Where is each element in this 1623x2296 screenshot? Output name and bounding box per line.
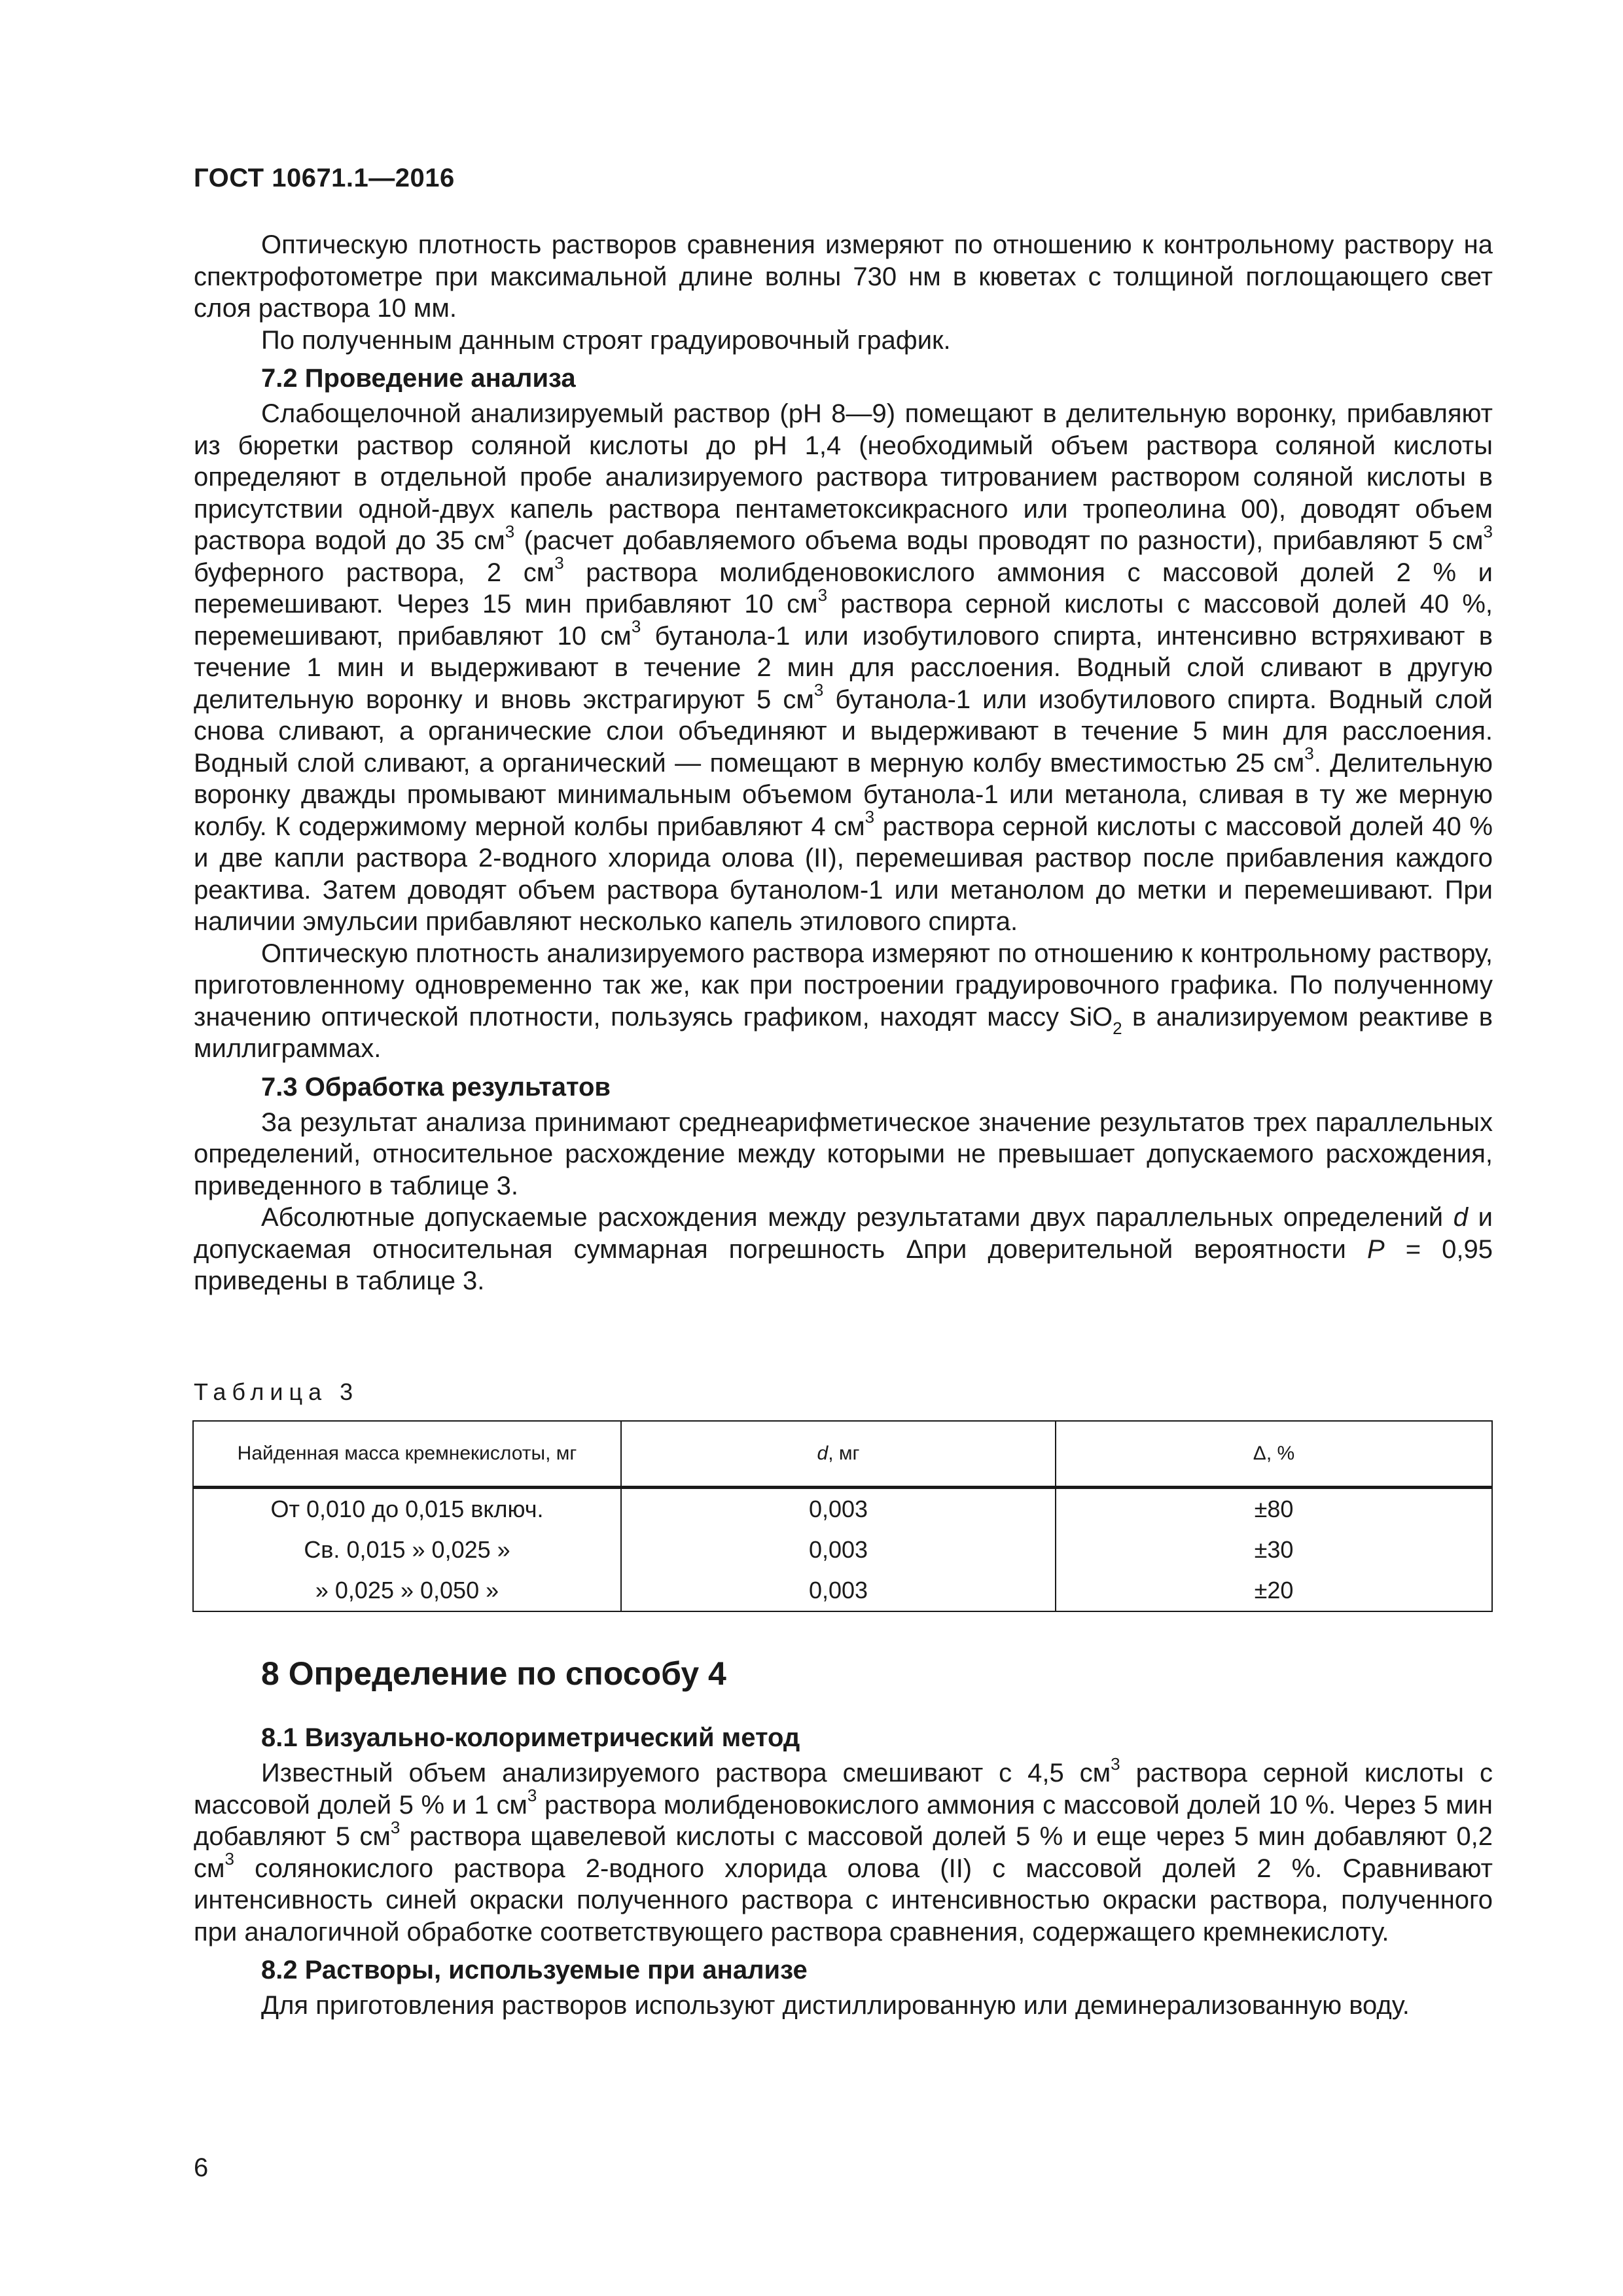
table-cell-delta: ±30 (1056, 1530, 1492, 1570)
table-row (193, 1488, 1492, 1530)
table-header-d: d, мг (621, 1421, 1056, 1488)
table-row (193, 1530, 1492, 1570)
paragraph-optical-density: Оптическую плотность растворов сравнения измеряют по отношению к контрольному раствору на спектрофотометре при максимальной длине волны 730 нм в кюветах с толщиной поглощающего свет слоя раствора 10 мм. (194, 230, 1493, 323)
results-table (192, 1420, 1493, 1612)
heading-8-2: 8.2 Растворы, используемые при анализе (261, 1956, 808, 1984)
table-cell-range: » 0,025 » 0,050 » (193, 1570, 621, 1611)
table-cell-delta: ±20 (1056, 1570, 1492, 1611)
table-cell-delta: ±80 (1056, 1488, 1492, 1530)
paragraph-measurement: Оптическую плотность анализируемого раствора измеряют по отношению к контрольному раствору, приготовленному одновременно так же, как при построении градуировочного графика. По полученному значению оптической плотности, пользуясь графиком, находят массу SiO$_2$ в анализируемом реактиве в миллиграммах. (194, 939, 1493, 1063)
document-header: ГОСТ 10671.1—2016 (194, 164, 455, 192)
paragraph-calibration: По полученным данным строят градуировочный график. (261, 325, 951, 355)
heading-7-3: 7.3 Обработка результатов (261, 1072, 611, 1102)
table-header-mass: Найденная масса кремнекислоты, мг (193, 1421, 621, 1488)
heading-8: 8 Определение по способу 4 (261, 1655, 726, 1692)
paragraph-tolerances: Абсолютные допускаемые расхождения между результатами двух параллельных определений d и допускаемая относительная суммарная погрешность Δпри доверительной вероятности P = 0,95 приведены в таблице 3. (194, 1203, 1493, 1295)
table-cell-d: 0,003 (621, 1530, 1056, 1570)
paragraph-visual-colorimetric: Известный объем анализируемого раствора смешивают с 4,5 $см^3$ раствора серной кислоты с массовой долей 5 % и 1 $см^3$ раствора молибденовокислого аммония с массовой долей 10 %. Через 5 мин добавляют 5 $см^3$ раствора щавелевой кислоты с массовой долей 5 % и еще через 5 мин добавляют 0,2 $см^3$ солянокислого раствора 2-водного хлорида олова (II) с массовой долей 2 %. Сравнивают интенсивность синей окраски полученного раствора с интенсивностью окраски раствора, полученного при аналогичной обработке соответствующего раствора сравнения, содержащего кремнекислоту. (194, 1753, 1493, 1946)
paragraph-solutions: Для приготовления растворов используют дистиллированную или деминерализованную воду. (261, 1991, 1410, 2020)
paragraph-analysis-procedure: Слабощелочной анализируемый раствор (pH 8—9) помещают в делительную воронку, прибавляют из бюретки раствор соляной кислоты до pH 1,4 (необходимый объем раствора соляной кислоты определяют в отдельной пробе анализируемого раствора титрованием раствором соляной кислоты в присутствии одной-двух капель раствора пентаметоксикрасного или тропеолина 00), доводят объем раствора водой до 35 $см^3$ (расчет добавляемого объема воды проводят по разности), прибавляют 5 $см^3$ буферного раствора, 2 $см^3$ раствора молибденовокислого аммония с массовой долей 2 % и перемешивают. Через 15 мин прибавляют 10 $см^3$ раствора серной кислоты с массовой долей 40 %, перемешивают, прибавляют 10 $см^3$ бутанола-1 или изобутилового спирта, интенсивно встряхивают в течение 1 мин и выдерживают в течение 2 мин для расслоения. Водный слой сливают в другую делительную воронку и вновь экстрагируют 5 $см^3$ бутанола-1 или изобутилового спирта. Водный слой снова сливают, а органические слои объединяют и выдерживают в течение 5 мин для расслоения. Водный слой сливают, а органический — помещают в мерную колбу вместимостью 25 $см^3$. Делительную воронку дважды промывают минимальным объемом бутанола-1 или метанола, сливая в ту же мерную колбу. К содержимому мерной колбы прибавляют 4 $см^3$ раствора серной кислоты с массовой долей 40 % и две капли раствора 2-водного хлорида олова (II), перемешивая раствор после прибавления каждого реактива. Затем доводят объем раствора бутанолом-1 или метанолом до метки и перемешивают. При наличии эмульсии прибавляют несколько капель этилового спирта. (194, 399, 1493, 936)
table-header-row (193, 1421, 1492, 1488)
paragraph-result-processing: За результат анализа принимают среднеарифметическое значение результатов трех параллельных определений, относительное расхождение между которыми не превышает допускаемого расхождения, приведенного в таблице 3. (194, 1107, 1493, 1200)
table-cell-d: 0,003 (621, 1488, 1056, 1530)
heading-8-1: 8.1 Визуально-колориметрический метод (261, 1723, 800, 1752)
section-intro (194, 229, 1493, 1297)
table-caption: Таблица 3 (194, 1378, 359, 1405)
page-number: 6 (194, 2153, 209, 2182)
table-cell-d: 0,003 (621, 1570, 1056, 1611)
heading-7-2: 7.2 Проведение анализа (261, 364, 576, 393)
table-cell-range: От 0,010 до 0,015 включ. (193, 1488, 621, 1530)
section-method-4 (194, 1653, 1493, 2022)
table-cell-range: Св. 0,015 » 0,025 » (193, 1530, 621, 1570)
table-header-delta: Δ, % (1056, 1421, 1492, 1488)
table-row (193, 1570, 1492, 1611)
